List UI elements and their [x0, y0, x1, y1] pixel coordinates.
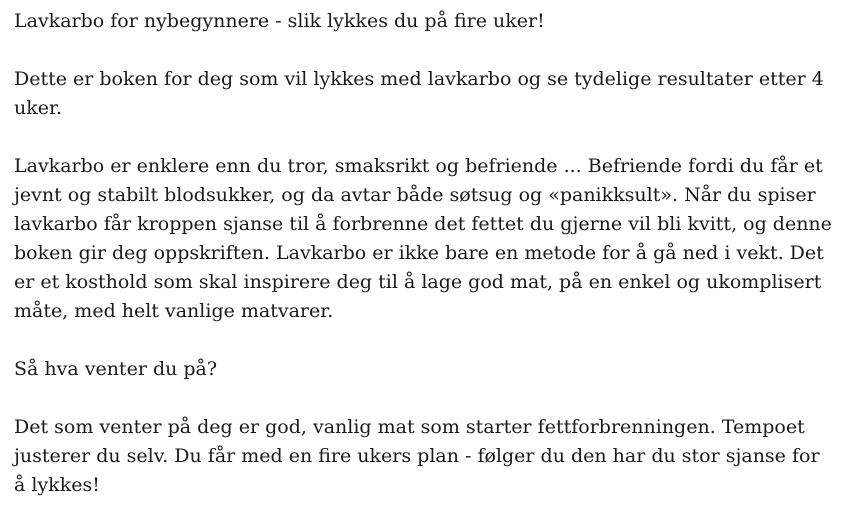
paragraph-closing: Det som venter på deg er god, vanlig mat som starter fettforbrenningen. Tempoet justerer du selv. Du får med en fire ukers plan - følger du den har du stor sjanse for å lykkes! — [14, 416, 820, 496]
paragraph-question: Så hva venter du på? — [14, 358, 218, 380]
document-title: Lavkarbo for nybegynnere - slik lykkes du på fire uker! — [14, 10, 545, 32]
paragraph-intro: Dette er boken for deg som vil lykkes med lavkarbo og se tydelige resultater etter 4 uker. — [14, 68, 824, 119]
paragraph-description: Lavkarbo er enklere enn du tror, smaksrikt og befriende ... Befriende fordi du får et jevnt og stabilt blodsukker, og da avtar både søtsug og «panikksult». Når du spiser lavkarbo får kroppen sjanse til å forbrenne det fettet du gjerne vil bli kvitt, og denne boken gir deg oppskriften. Lavkarbo er ikke bare en metode for å gå ned i vekt. Det er et kosthold som skal inspirere deg til å lage god mat, på en enkel og ukomplisert måte, med helt vanlige matvarer. — [14, 155, 832, 322]
